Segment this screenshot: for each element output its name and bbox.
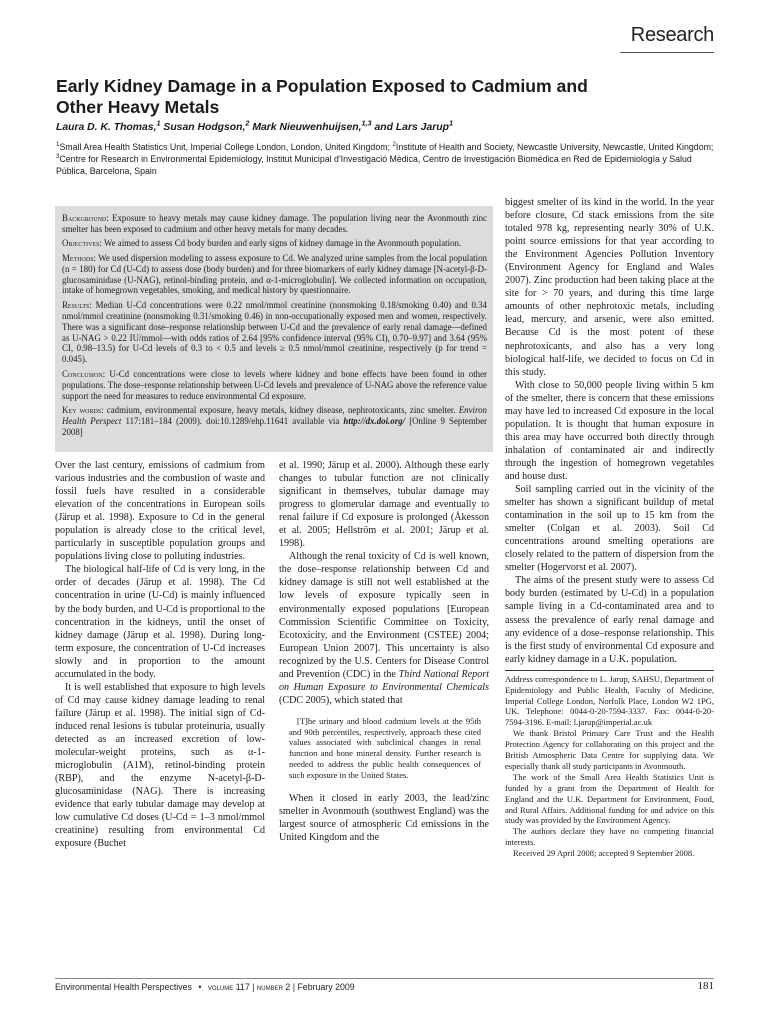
footer-separator: | — [290, 982, 298, 992]
abstract-text: cadmium, environmental exposure, heavy metals, kidney disease, nephrotoxicants, zinc smelter. — [103, 405, 456, 415]
quote-text: [T]he urinary and blood cadmium levels at the 95th and 90th percentiles, respectively, approach these cited values associated with subclinical changes in renal function and bone mineral density. Further research is needed to address the public health consequences of such exposure in the United States. — [289, 715, 481, 780]
citation-details: 117:181–184 (2009). doi:10.1289/ehp.11641 available via — [121, 415, 344, 426]
body-paragraph: Soil sampling carried out in the vicinity of the smelter has shown a significant buildup of metal contamination in the soil up to 15 km from the smelter (Colgan et al. 2003). Soil Cd concentrations around smelting operations are closely related to the pattern of dispersion from the smelter (Hogervorst et al. 2007). — [505, 484, 714, 574]
abstract-label: Conclusion: — [62, 368, 106, 379]
author-name: Laura D. K. Thomas, — [56, 122, 157, 133]
abstract-text: We aimed to assess Cd body burden and early signs of kidney damage in the Avonmouth population. — [101, 238, 462, 249]
abstract-text: We used dispersion modeling to assess exposure to Cd. We analyzed urine samples from the local population (n = 180) for Cd (U-Cd) to assess dose (body burden) and for three biomarkers of early kidney damage [N-acetyl-β-D-glucosaminidase (U-NAG), retinol-binding protein, and α-1-microglobulin]. We collected information on occupation, intake of homegrown vegetables, smoking, and medical history by questionnaire. — [62, 252, 487, 296]
author-affiliation-mark: 2 — [245, 118, 250, 128]
abstract-label: Results: — [62, 299, 92, 310]
running-footer — [55, 982, 714, 992]
citation-online-date: [Online 9 September 2008] — [62, 415, 487, 437]
affiliation-2: Institute of Health and Society, Newcastle University, Newcastle, United Kingdom; — [395, 142, 714, 152]
body-column-2 — [279, 459, 489, 844]
section-rule — [620, 52, 714, 53]
body-paragraph — [279, 550, 489, 707]
author-name: Mark Nieuwenhuijsen, — [252, 122, 362, 133]
cited-report-title: Third National Report on Human Exposure to Environmental Chemicals — [279, 668, 489, 693]
abstract-box — [55, 206, 493, 452]
abstract-background — [62, 213, 487, 235]
abstract-conclusion — [62, 369, 487, 402]
body-column-3 — [505, 196, 714, 859]
abstract-text: Median U-Cd concentrations were 0.22 nmol/mmol creatinine (nonsmoking 0.18/smoking 0.40) and 0.34 nmol/mmol creatinine (nonsmoking 0.31/smoking 0.46) in non-occupationally exposed men and women, respectively. There was a significant dose–response relationship between U-Cd and the prevalence of early renal damage—defined as U-NAG > 0.22 IU/mmol—with odds ratios of 2.64 [95% confidence interval (95% CI), 0.70–9.97] and 3.64 (95% CI, 0.98–13.5) for U-Cd levels of 0.3 to < 0.5 and levels ≥ 0.5 nmol/mmol creatinine, respectively (p for trend = 0.045). — [62, 299, 487, 365]
issue-number: number 2 — [256, 982, 291, 992]
issue-date: February 2009 — [297, 982, 355, 992]
body-paragraph: biggest smelter of its kind in the world. In the year before closure, Cd stack emissions from the site totaled 978 kg, representing nearly 30% of U.K. point source emissions for that year according to the Environment Agencies Pollution Inventory (Environment Agency for England and Wales 2007). Zinc production had been taking place at the site for > 70 years, and during this time large amounts of other nephrotoxic metals, including lead, mercury, and arsenic, were also emitted. Because Cd is the most potent of these nephrotoxicants, and also has a very long biological half-life, we decided to focus on Cd in this study. — [505, 197, 714, 378]
abstract-results — [62, 300, 487, 365]
author-name: Susan Hodgson, — [163, 122, 246, 133]
affiliations — [56, 141, 721, 177]
received-accepted-dates: Received 29 April 2008; accepted 9 September 2008. — [513, 848, 695, 859]
abstract-objectives — [62, 238, 487, 249]
citation-journal: Environ Health Perspect — [62, 405, 487, 426]
author-affiliation-mark: 1 — [156, 118, 161, 128]
correspondence-address: Address correspondence to L. Jarup, SAHSU, Department of Epidemiology and Public Health, Faculty of Medicine, Imperial College London, Norfolk Place, London W2 1PG, UK. Telephone: 0044-0-20-7594-3337. Fax: 0044-0-20-7594-3196. E-mail: l.jarup@imperial.ac.uk — [505, 673, 714, 728]
volume: volume 117 — [207, 982, 250, 992]
body-paragraph: With close to 50,000 people living within 5 km of the smelter, there is concern that these emissions may have led to increased Cd exposure in the local population. It is thought that human exposure in this area may have occurred both directly through inhalation of contaminated air and indirectly through the ingestion of homegrown vegetables and house dust. — [505, 379, 714, 482]
body-paragraph: When it closed in early 2003, the lead/zinc smelter in Avonmouth (southwest England) was the largest source of atmospheric Cd emissions in the United Kingdom and the — [279, 792, 489, 843]
footer-bullet: • — [198, 982, 202, 992]
abstract-label: Methods: — [62, 252, 97, 263]
affiliation-1: Small Area Health Statistics Unit, Imperial College London, London, United Kingdom; — [59, 142, 393, 152]
body-paragraph: et al. 1990; Järup et al. 2000). Although these early changes to tubular function are not clinically significant in themselves, tubular damage may progress to glomerular damage and eventually to renal failure if Cd exposure is prolonged (Åkesson et al. 2005; Hellström et al. 2001; Järup et al. 1998). — [279, 460, 489, 550]
acknowledgments: We thank Bristol Primary Care Trust and the Health Protection Agency for collaborating on this project and the British Atmospheric Data Centre for supplying data. We especially thank all study participants in Avonmouth. — [505, 728, 714, 771]
author-affiliation-mark: 1 — [448, 118, 454, 128]
author-list — [56, 118, 696, 135]
footer-rule — [55, 978, 714, 979]
body-paragraph: It is well established that exposure to high levels of Cd may cause kidney damage leading to renal failure (Järup et al. 1998). The initial sign of Cd-induced renal lesions is tubular proteinuria, usually detected as an increased excretion of low-molecular-weight proteins, such as α-1-microglobulin (A1M), retinol-binding protein (RBP), and the enzyme N-acetyl-β-D-glucosaminidase (NAG). There is increasing evidence that early tubular damage may develop at low cumulative Cd doses (U-Cd = 1–3 nmol/mmol creatinine) resulting from environmental Cd exposure (Buchet — [55, 681, 265, 850]
title-line-2: Other Heavy Metals — [56, 97, 220, 117]
body-paragraph: The biological half-life of Cd is very long, in the order of decades (Järup et al. 1998). The Cd concentration in urine (U-Cd) is mainly influenced by the body burden, and U-Cd is proportional to the concentration in the kidneys, until the onset of kidney damage (Järup et al. 1998). During long-term exposure, the concentration of U-Cd increases slowly and in proportion to the amount accumulated in the body. — [55, 564, 265, 680]
abstract-methods — [62, 253, 487, 297]
doi-link[interactable]: http://dx.doi.org/ — [343, 415, 406, 426]
abstract-label: Key words: — [62, 405, 104, 415]
body-text: (CDC 2005), which stated that — [279, 694, 403, 706]
abstract-label: Background: — [62, 213, 109, 223]
body-paragraph: The aims of the present study were to assess Cd body burden (estimated by U-Cd) in a population sample living in a Cd-contaminated area and to assess the prevalence of early renal damage and any evidence of a dose–response relationship. This is the first study of environmental Cd exposure and early kidney damage in a U.K. population. — [505, 575, 714, 665]
correspondence-rule — [505, 670, 714, 671]
affiliation-3: Centre for Research in Environmental Epidemiology, Institut Municipal d'Investigació Mèdica, Centro de Investigación Biomédica en Red de Epidemiología y Salud Pública, Barcelona, Spain — [56, 154, 692, 176]
author-name: and Lars Jarup — [374, 122, 449, 133]
abstract-label: Objectives: — [62, 238, 102, 249]
funding-statement: The work of the Small Area Health Statistics Unit is funded by a grant from the Department of Health for England and the U.K. Department for Environment, Food, and Rural Affairs. Additional funding for and advice on this study was provided by the Environment Agency. — [505, 771, 714, 826]
title-line-1: Early Kidney Damage in a Population Exposed to Cadmium and — [56, 76, 588, 96]
abstract-keywords — [62, 405, 487, 438]
correspondence-note — [505, 674, 714, 859]
affiliation-mark: 3 — [56, 153, 60, 161]
abstract-text: U-Cd concentrations were close to levels where kidney and bone effects have been found in other populations. The dose–response relationship between U-Cd levels and prevalence of U-NAG above the reference value support the need for measures to reduce environmental Cd exposure. — [62, 368, 487, 401]
page-number: 181 — [697, 980, 714, 992]
author-affiliation-mark: 1,3 — [361, 118, 372, 128]
abstract-text: Exposure to heavy metals may cause kidney damage. The population living near the Avonmouth zinc smelter has been exposed to cadmium and other heavy metals for many decades. — [62, 213, 487, 234]
journal-name: Environmental Health Perspectives — [55, 982, 192, 992]
body-column-1 — [55, 459, 265, 850]
footer-separator: | — [249, 982, 257, 992]
affiliation-mark: 2 — [392, 141, 396, 149]
competing-interests: The authors declare they have no competing financial interests. — [505, 826, 714, 848]
body-text: Although the renal toxicity of Cd is well known, the dose–response relationship between Cd and kidney damage is still not well established at the low levels of exposure typically seen in environmentally exposed populations [European Commission Scientific Committee on Toxicity, Ecotoxicity, and the Environment (CSTEE) 2004; European Union 2007]. This uncertainty is also recognized by the U.S. Centers for Disease Control and Prevention (CDC) in the — [279, 551, 489, 680]
affiliation-mark: 1 — [56, 141, 60, 149]
body-paragraph: Over the last century, emissions of cadmium from various industries and the combustion of waste and fossil fuels have resulted in a considerable elevation of the concentrations in European soils (Järup et al. 1998). Exposure to Cd in the general population is already close to the critical level, particularly in susceptible population groups and populations living close to polluting industries. — [55, 460, 265, 563]
article-title — [56, 76, 696, 118]
section-label: Research — [630, 24, 714, 46]
block-quote — [289, 716, 481, 781]
